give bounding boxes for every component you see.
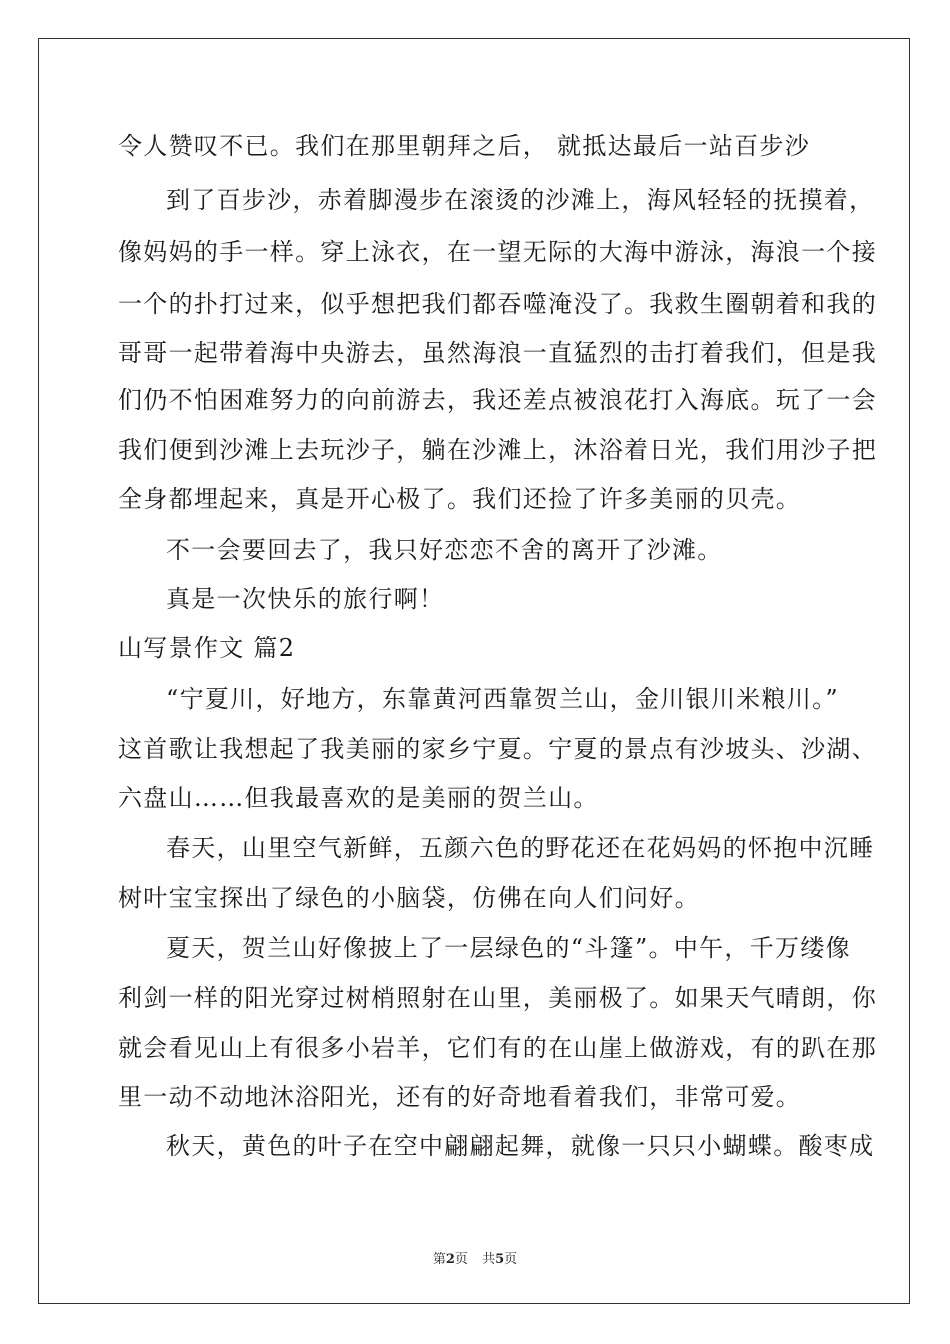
- section-heading: 山写景作文 篇2: [118, 634, 296, 662]
- text-line: 秋天，黄色的叶子在空中翩翩起舞，就像一只只小蝴蝶。酸枣成: [166, 1132, 875, 1160]
- text-line: 不一会要回去了，我只好恋恋不舍的离开了沙滩。: [166, 536, 723, 564]
- text-line: 令人赞叹不已。我们在那里朝拜之后， 就抵达最后一站百步沙: [118, 132, 811, 160]
- page-number: 第2页: [432, 1252, 468, 1267]
- text-line: 全身都埋起来，真是开心极了。我们还捡了许多美丽的贝壳。: [118, 485, 802, 513]
- text-line: 利剑一样的阳光穿过树梢照射在山里，美丽极了。如果天气晴朗，你: [118, 984, 877, 1012]
- text-line: 六盘山……但我最喜欢的是美丽的贺兰山。: [118, 784, 599, 812]
- text-line: 们仍不怕困难努力的向前游去，我还差点被浪花打入海底。玩了一会: [118, 386, 877, 414]
- text-line: 树叶宝宝探出了绿色的小脑袋，仿佛在向人们问好。: [118, 884, 700, 912]
- page-border: [38, 38, 910, 1304]
- total-pages: 共5页: [482, 1252, 518, 1267]
- text-line: 像妈妈的手一样。穿上泳衣，在一望无际的大海中游泳，海浪一个接: [118, 238, 877, 266]
- text-line: “宁夏川，好地方，东靠黄河西靠贺兰山，金川银川米粮川。”: [166, 685, 839, 713]
- text-line: 里一动不动地沐浴阳光，还有的好奇地看着我们，非常可爱。: [118, 1083, 802, 1111]
- text-line: 夏天，贺兰山好像披上了一层绿色的“斗篷”。中午，千万缕像: [166, 934, 851, 962]
- text-line: 就会看见山上有很多小岩羊，它们有的在山崖上做游戏，有的趴在那: [118, 1034, 877, 1062]
- text-line: 哥哥一起带着海中央游去，虽然海浪一直猛烈的击打着我们，但是我: [118, 339, 877, 367]
- text-line: 真是一次快乐的旅行啊！: [166, 585, 445, 613]
- text-line: 这首歌让我想起了我美丽的家乡宁夏。宁夏的景点有沙坡头、沙湖、: [118, 735, 877, 763]
- text-line: 我们便到沙滩上去玩沙子，躺在沙滩上，沐浴着日光，我们用沙子把: [118, 436, 877, 464]
- text-line: 春天，山里空气新鲜，五颜六色的野花还在花妈妈的怀抱中沉睡: [166, 834, 875, 862]
- text-line: 一个的扑打过来，似乎想把我们都吞噬淹没了。我救生圈朝着和我的: [118, 290, 877, 318]
- page-footer: [0, 1248, 950, 1267]
- text-line: 到了百步沙，赤着脚漫步在滚烫的沙滩上，海风轻轻的抚摸着，: [166, 186, 875, 214]
